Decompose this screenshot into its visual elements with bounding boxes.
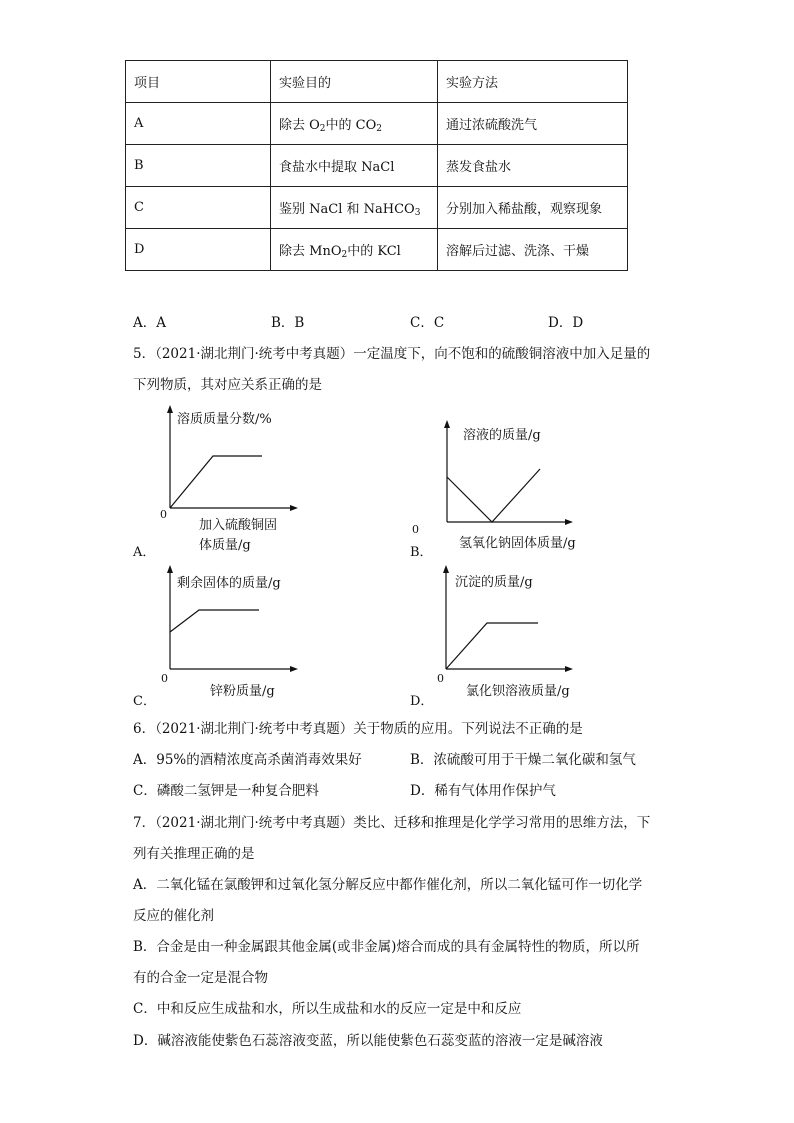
- graph-b-xlabel: 氢氧化钠固体质量/g: [459, 536, 576, 551]
- row-purpose: 除去 $O_2$中的 $CO_2$: [271, 103, 438, 145]
- row-item: A: [126, 103, 271, 145]
- graph-b-curve: [447, 469, 540, 522]
- graph-a-ylabel: 溶质质量分数/%: [177, 412, 272, 427]
- q7-stem-line1: 7．（2021·湖北荆门·统考中考真题）类比、迁移和推理是化学学习常用的思维方法，下: [133, 815, 651, 831]
- graph-a-option[interactable]: A．: [133, 545, 156, 560]
- graph-b-ylabel: 溶液的质量/g: [463, 428, 541, 443]
- experiment-table: [125, 60, 628, 271]
- row-item: C: [126, 187, 271, 229]
- header-purpose: 实验目的: [271, 61, 438, 103]
- q4-option-b[interactable]: B．B: [271, 315, 305, 331]
- q4-option-d[interactable]: D．D: [548, 315, 584, 331]
- graph-a-origin: 0: [160, 508, 167, 521]
- graph-b-option[interactable]: B．: [410, 545, 433, 560]
- graph-a-xlabel-2: 体质量/g: [199, 538, 251, 553]
- row-item: B: [126, 145, 271, 187]
- graph-c-curve: [170, 610, 259, 632]
- graph-a-xlabel: 加入硫酸铜固: [199, 518, 278, 533]
- q6-option-d[interactable]: D．稀有气体用作保护气: [410, 783, 556, 799]
- header-method: 实验方法: [438, 61, 628, 103]
- q7-option-c[interactable]: C．中和反应生成盐和水，所以生成盐和水的反应一定是中和反应: [133, 1001, 522, 1017]
- q6-option-b[interactable]: B．浓硫酸可用于干燥二氧化碳和氢气: [410, 752, 636, 768]
- row-purpose: 除去 MnO$_2$中的 KCl: [271, 229, 438, 271]
- q6-option-a[interactable]: A．95%的酒精浓度高杀菌消毒效果好: [133, 752, 362, 768]
- q7-option-a[interactable]: A．二氧化锰在氯酸钾和过氧化氢分解反应中都作催化剂，所以二氧化锰可作一切化学: [133, 877, 643, 893]
- graph-c-origin: 0: [161, 672, 168, 685]
- row-method: 分别加入稀盐酸，观察现象: [438, 187, 628, 229]
- graph-b-origin: 0: [412, 523, 419, 536]
- graph-c-ylabel: 剩余固体的质量/g: [177, 576, 281, 591]
- row-method: 通过浓硫酸洗气: [438, 103, 628, 145]
- graph-c-option[interactable]: C．: [133, 694, 156, 709]
- graph-d-ylabel: 沉淀的质量/g: [455, 575, 533, 590]
- row-purpose: 鉴别 NaCl 和 NaHCO$_3$: [271, 187, 438, 229]
- graph-c-xlabel: 锌粉质量/g: [210, 684, 275, 699]
- row-method: 蒸发食盐水: [438, 145, 628, 187]
- table-row: [126, 103, 628, 145]
- table-row: [126, 229, 628, 271]
- graph-d-option[interactable]: D．: [410, 694, 434, 709]
- row-method: 溶解后过滤、洗涤、干燥: [438, 229, 628, 271]
- graph-d-origin: 0: [437, 672, 444, 685]
- q7-stem-line2: 列有关推理正确的是: [133, 846, 255, 862]
- q5-stem-line1: 5．（2021·湖北荆门·统考中考真题）一定温度下，向不饱和的硫酸铜溶液中加入足量的: [133, 346, 651, 362]
- q6-option-c[interactable]: C．磷酸二氢钾是一种复合肥料: [133, 783, 319, 799]
- q7-option-b-cont: 有的合金一定是混合物: [133, 970, 268, 986]
- table-header-row: [126, 61, 628, 103]
- q4-option-c[interactable]: C．C: [410, 315, 445, 331]
- table-row: [126, 187, 628, 229]
- q4-option-a[interactable]: A．A: [133, 315, 166, 331]
- graph-d-curve: [446, 623, 538, 669]
- q7-option-b[interactable]: B．合金是由一种金属跟其他金属(或非金属)熔合而成的具有金属特性的物质，所以所: [133, 939, 640, 955]
- graph-a-curve: [170, 456, 262, 508]
- q6-stem: 6．（2021·湖北荆门·统考中考真题）关于物质的应用。下列说法不正确的是: [133, 721, 583, 737]
- q7-option-d[interactable]: D．碱溶液能使紫色石蕊溶液变蓝，所以能使紫色石蕊变蓝的溶液一定是碱溶液: [133, 1033, 603, 1049]
- table-row: [126, 145, 628, 187]
- q7-option-a-cont: 反应的催化剂: [133, 908, 214, 924]
- row-item: D: [126, 229, 271, 271]
- row-purpose: 食盐水中提取 NaCl: [271, 145, 438, 187]
- q5-stem-line2: 下列物质，其对应关系正确的是: [133, 377, 322, 393]
- graph-d-xlabel: 氯化钡溶液质量/g: [466, 684, 570, 699]
- header-item: 项目: [126, 61, 271, 103]
